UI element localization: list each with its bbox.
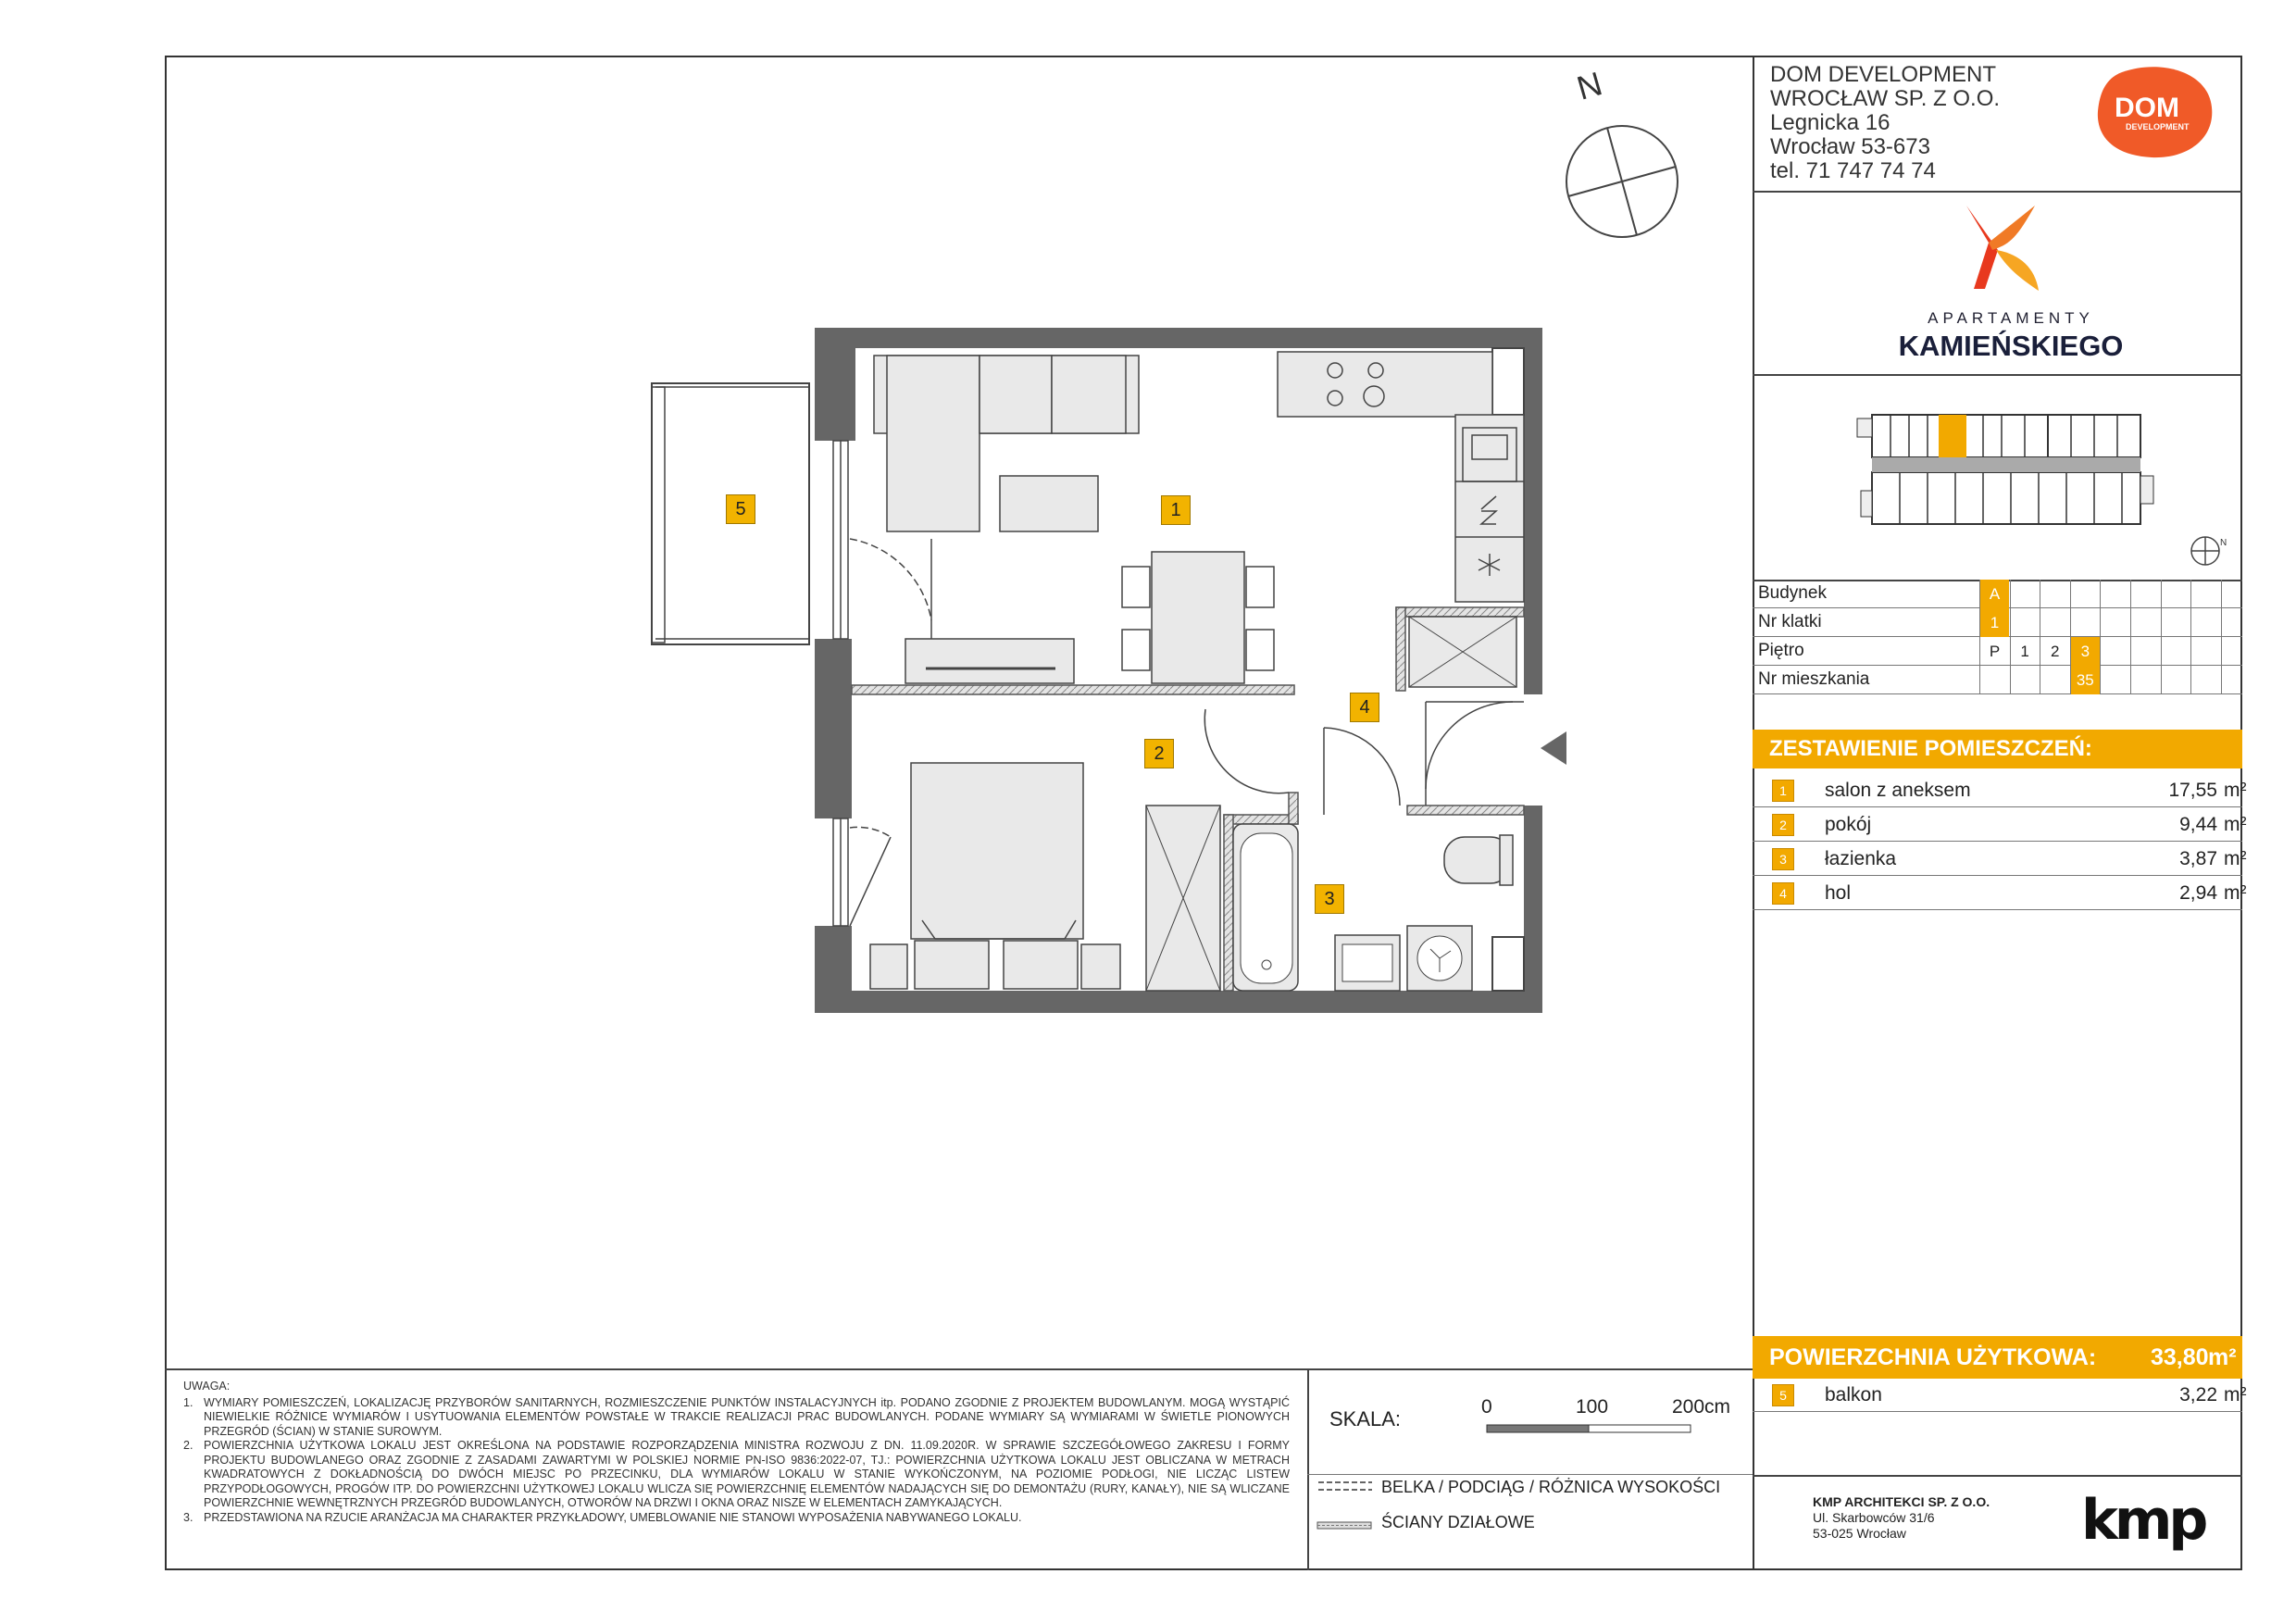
rooms-summary-title: ZESTAWIENIE POMIESZCZEŃ: [1753,730,2242,768]
unit-table-cell [2221,608,2251,637]
building-key-plan [1853,398,2163,546]
dom-development-logo [2094,65,2216,161]
unit-table-cell [2161,666,2190,694]
scale-tick-100: 100 [1576,1396,1609,1418]
room-name: hol [1825,882,1852,904]
compass-north-label: N [1572,64,1607,107]
room-row [1753,843,2247,876]
unit-table-cell: 1 [2010,637,2040,666]
unit-table-cell [2221,666,2251,694]
unit-table-cell [2040,608,2069,637]
unit-table-cell [2100,637,2129,666]
svg-text:N: N [2220,538,2227,548]
room-area: 3,87 [2179,848,2217,869]
architect-street: Ul. Skarbowców 31/6 [1813,1510,1935,1525]
total-area-bar [1753,1336,2242,1379]
total-area-unit: m² [2208,1344,2237,1370]
beam-legend-icon [1316,1479,1374,1493]
unit-table-cell [2130,608,2160,637]
unit-table-cell [2190,608,2220,637]
balcony-row [1753,1379,2247,1412]
room-number-badge: 5 [1772,1384,1794,1406]
unit-table-label: Nr mieszkania [1758,669,1870,689]
key-plan-compass-icon [2189,532,2226,569]
unit-table-label: Piętro [1758,641,1804,660]
divider [1753,191,2242,193]
room-name: salon z aneksem [1825,780,1971,801]
unit-table-cell [1979,666,2009,694]
unit-table-label: Budynek [1758,583,1827,603]
unit-table-cell [2070,580,2100,608]
plan-room-1-label: 1 [1161,495,1191,525]
logo-development-text: DEVELOPMENT [2126,122,2190,131]
plan-room-5-label: 5 [726,494,755,524]
balcony-unit: m² [2224,1384,2247,1405]
unit-table-cell [2100,608,2129,637]
note-item: 1. WYMIARY POMIESZCZEŃ, LOKALIZACJĘ PRZYBORÓW SANITARNYCH, ROZMIESZCZENIE PUNKTÓW INSTALACYJNYCH itp. PODANO ZGODNIE Z PROJEKTEM BUDOWLANYM. MOGĄ WYSTĄPIĆ NIEWIELKIE RÓŻNICE WYMIARÓW I USYTUOWANIA ELEMENTÓW POWSTAŁE W TRAKCIE REALIZACJI PRAC BUDOWLANYCH. PODANE WYMIARY SĄ WYMIARAMI W ŚWIETLE PIONOWYCH PRZEGRÓD (ŚCIAN) W STANIE SUROWYM. [183,1395,1290,1438]
unit-table-cell [2070,608,2100,637]
unit-table-cell: 1 [1979,608,2009,637]
unit-table-cell [2100,666,2129,694]
room-row [1753,808,2247,842]
company-phone: tel. 71 747 74 74 [1770,158,1936,183]
company-name-1: DOM DEVELOPMENT [1770,62,1997,87]
note-item: 3. PRZEDSTAWIONA NA RZUCIE ARANŻACJA MA CHARAKTER PRZYKŁADOWY, UMEBLOWANIE NIE STANOWI WYPOSAŻENIA NABYWANEGO LOKALU. [183,1510,1022,1524]
company-name-2: WROCŁAW SP. Z O.O. [1770,86,2001,111]
unit-table-cell [2221,580,2251,608]
note-item: 2. POWIERZCHNIA UŻYTKOWA LOKALU JEST OKREŚLONA NA PODSTAWIE ROZPORZĄDZENIA MINISTRA ROZWOJU Z DN. 11.09.2020R. W SPRAWIE SZCZEGÓŁOWEGO ZAKRESU I FORMY PROJEKTU BUDOWLANEGO ORAZ ZGODNIE Z ZASADAMI ZAWARTYMI W POLSKIEJ NORMIE PN-ISO 9836:2022-07, TJ.: POWIERZCHNIA UŻYTKOWA LOKALU JEST OBLICZANA W METRACH KWADRATOWYCH Z DOKŁADNOŚCIĄ DO DWÓCH MIEJSC PO PRZECINKU, DLA WYMIARÓW LOKALU W STANIE WYKOŃCZONYM, NA POZIOMIE PODŁOGI, NIE LICZĄC LISTEW PRZYPODŁOGOWYCH, PROGÓW ITP. DO POWIERZCHNI UŻYTKOWEJ LOKALU WLICZA SIĘ POWIERZCHNIĘ ELEMENTÓW NADAJĄCYCH SIĘ DO DEMONTAŻU (RURY, KANAŁY), NIE SĄ WLICZANE POWIERZCHNIE WEWNĘTRZNYCH PRZEGRÓD BUDOWLANYCH, OTWORÓW NA DRZWI I OKNA ORAZ NISZE W ELEMENTACH ZAMYKAJĄCYCH. [183,1439,1290,1509]
scale-label: SKALA: [1329,1407,1402,1430]
room-area-unit: m² [2224,814,2247,835]
room-number-badge: 3 [1772,848,1794,870]
architect-city: 53-025 Wrocław [1813,1526,1906,1541]
kamienskiego-logo-mark [1961,202,2046,294]
room-number-badge: 2 [1772,814,1794,836]
unit-table-row [1753,580,2242,608]
room-area-unit: m² [2224,780,2247,801]
balcony-area: 3,22 [2179,1384,2217,1405]
room-name: łazienka [1825,848,1897,869]
room-name: pokój [1825,814,1872,835]
room-number-badge: 1 [1772,780,1794,802]
unit-table-cell: P [1979,637,2009,666]
company-city: Wrocław 53-673 [1770,134,1930,159]
divider [1753,1475,2242,1477]
partition-wall-legend-icon [1316,1518,1374,1528]
unit-table-cell: A [1979,580,2009,608]
legend-walls-label: ŚCIANY DZIAŁOWE [1381,1513,1535,1531]
project-name-main: KAMIEŃSKIEGO [1898,330,2124,362]
room-area: 9,44 [2179,814,2217,835]
legend-beam-label: BELKA / PODCIĄG / RÓŻNICA WYSOKOŚCI [1381,1478,1721,1496]
unit-table-cell [2130,580,2160,608]
unit-table-cell [2130,637,2160,666]
divider [1307,1368,1309,1570]
unit-table-cell [2010,608,2040,637]
divider [1307,1474,1753,1475]
unit-table-cell [2040,666,2069,694]
plan-room-2-label: 2 [1144,739,1174,768]
project-name-top: APARTAMENTY [1928,309,2094,327]
room-area: 2,94 [2179,882,2217,904]
unit-table-cell [2010,666,2040,694]
room-area-unit: m² [2224,882,2247,904]
divider [165,1368,1753,1370]
company-info [1770,63,2000,183]
room-row [1753,774,2247,807]
unit-table-cell: 3 [2070,637,2100,666]
room-area-unit: m² [2224,848,2247,869]
kmp-logo: kmp [2081,1488,2205,1553]
plan-room-4-label: 4 [1350,693,1379,722]
unit-table-cell [2040,580,2069,608]
unit-table-label: Nr klatki [1758,612,1822,631]
architect-info [1813,1494,1990,1542]
floor-plan [639,315,1565,1028]
unit-table-cell [2190,637,2220,666]
total-area-label: POWIERZCHNIA UŻYTKOWA: [1769,1344,2097,1370]
unit-table-row [1753,666,2242,694]
plan-room-3-label: 3 [1315,884,1344,914]
total-area-value: 33,80 [2151,1344,2209,1370]
unit-table-cell [2130,666,2160,694]
unit-table-cell [2221,637,2251,666]
divider [1753,374,2242,376]
room-area: 17,55 [2168,780,2217,801]
notes-title: UWAGA: [183,1380,231,1393]
north-compass-icon [1563,120,1683,241]
unit-table-cell [2161,608,2190,637]
unit-table-cell [2190,666,2220,694]
notes-block [183,1380,1290,1525]
room-row [1753,877,2247,910]
logo-dom-text: DOM [2115,93,2179,123]
unit-table-cell [2190,580,2220,608]
scale-tick-0: 0 [1481,1396,1492,1418]
scale-bar [1487,1422,1700,1431]
scale-tick-200: 200cm [1672,1396,1731,1418]
unit-table-cell: 35 [2070,666,2100,694]
company-street: Legnicka 16 [1770,110,1890,135]
unit-table-cell: 2 [2040,637,2069,666]
room-number-badge: 4 [1772,882,1794,905]
balcony-name: balkon [1825,1384,1882,1405]
architect-name: KMP ARCHITEKCI SP. Z O.O. [1813,1494,1990,1509]
unit-table-cell [2161,580,2190,608]
unit-table-cell [2010,580,2040,608]
unit-table-cell [2100,580,2129,608]
unit-table-row [1753,637,2242,666]
unit-table-cell [2161,637,2190,666]
unit-table-row [1753,608,2242,637]
